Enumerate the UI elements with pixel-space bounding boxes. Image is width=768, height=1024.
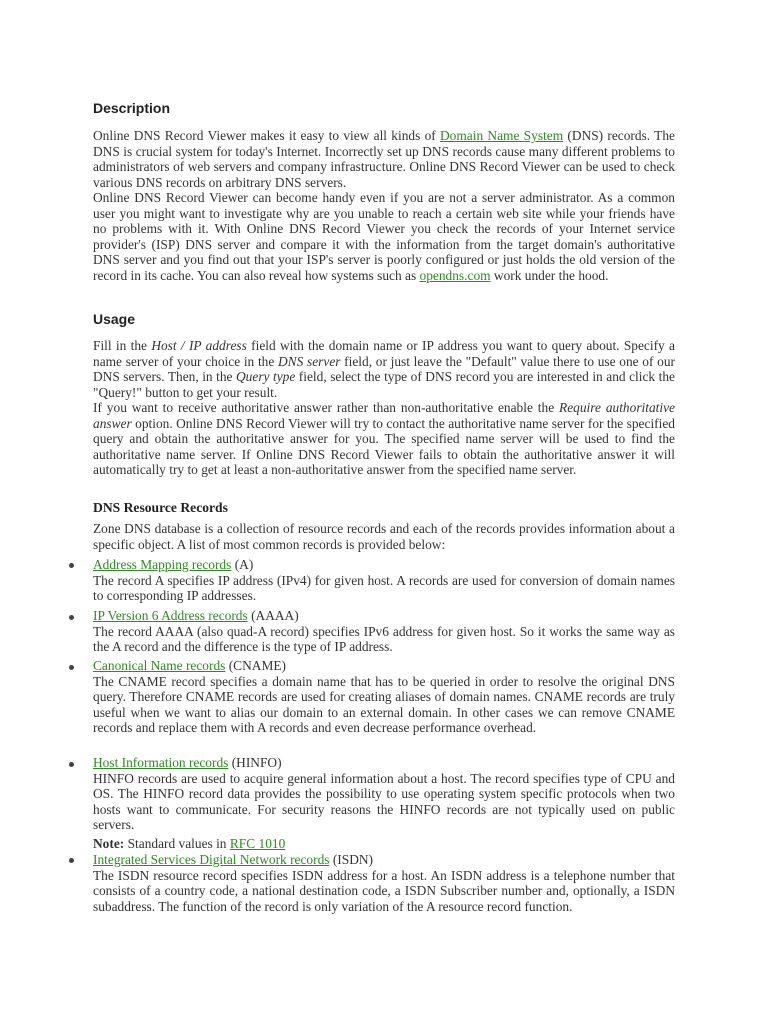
description-heading: Description <box>93 100 171 116</box>
require-authoritative-option-name: Require authoritative answer <box>93 400 675 431</box>
note-text: Standard values in <box>124 836 230 851</box>
record-description: HINFO records are used to acquire general information about a host. The record specifies type of CPU and OS. The HINFO record data provides the possibility to use operating system specific protocols when two hosts want to communicate. For security reasons the HINFO records are not typically used on public servers. <box>93 770 675 833</box>
record-type-suffix: (CNAME) <box>225 658 286 673</box>
usage-p1-text-4: field, select the type of DNS record you are interested in and click the "Query!" button to get your result. <box>93 369 675 400</box>
description-p1-text: Online DNS Record Viewer makes it easy to view all kinds of <box>93 128 441 143</box>
usage-p1-text: Fill in the <box>93 338 152 353</box>
query-type-field-name: Query type <box>236 369 296 385</box>
ipv6-address-records-link[interactable]: IP Version 6 Address records <box>93 608 248 623</box>
description-paragraph-1 <box>93 128 675 190</box>
description-p1-text-2: (DNS) records. The DNS is crucial system for today's Internet. Incorrectly set up DNS records cause many different problems to administrators of web servers and company infrastructure. Online DNS Record Viewer can be used to check various DNS records on arbitrary DNS servers. <box>93 128 675 190</box>
record-type-suffix: (AAAA) <box>247 608 299 623</box>
usage-paragraph-1 <box>93 338 675 400</box>
host-ip-field-name: Host / IP address <box>151 338 247 353</box>
canonical-name-records-link[interactable]: Canonical Name records <box>93 658 226 673</box>
dns-resource-records-heading: DNS Resource Records <box>93 500 228 515</box>
list-item-a-record <box>93 557 675 604</box>
list-item-aaaa-record <box>93 608 675 655</box>
list-item-cname-record <box>93 658 675 736</box>
description-p2-text: Online DNS Record Viewer can become handy even if you are not a server administrator. As a common user you might want to investigate why are you unable to reach a certain web site while your friends have no problems with it. With Online DNS Record Viewer you check the records of your Internet service provider's (ISP) DNS server and compare it with the information from the target domain's authoritative DNS server and you find out that your ISP's server is poorly configured or just holds the old version of the record in its cache. You can also reveal how systems such as <box>93 190 675 283</box>
record-type-suffix: (ISDN) <box>329 852 373 867</box>
record-description: The ISDN resource record specifies ISDN address for a host. An ISDN address is a telephone number that consists of a country code, a national destination code, a ISDN Subscriber number and, optionally, a ISDN subaddress. The function of the record is only variation of the A resource record function. <box>93 867 675 914</box>
bullet-dot <box>69 762 74 767</box>
domain-name-system-link[interactable]: Domain Name System <box>440 128 564 143</box>
record-description: The record A specifies IP address (IPv4) for given host. A records are used for conversion of domain names to corresponding IP addresses. <box>93 572 675 604</box>
record-description: The record AAAA (also quad-A record) specifies IPv6 address for given host. So it works the same way as the A record and the difference is the type of IP address. <box>93 623 675 655</box>
usage-p1-text-3: field, or just leave the "Default" value there to use one of our DNS servers. Then, in the <box>93 353 676 385</box>
bullet-dot <box>69 563 74 568</box>
description-paragraph-2 <box>93 190 675 284</box>
list-item-isdn-record <box>93 852 675 914</box>
usage-p1-text-2: field with the domain name or IP address you want to query about. Specify a name server of your choice in the <box>93 338 675 369</box>
record-description: The CNAME record specifies a domain name that has to be queried in order to resolve the original DNS query. Therefore CNAME records are used for creating aliases of domain names. CNAME records are truly useful when we want to alias our domain to an external domain. In other cases we can remove CNAME records and replace them with A records and even decrease performance overhead. <box>93 673 675 736</box>
address-mapping-records-link[interactable]: Address Mapping records <box>93 557 232 572</box>
opendns-link[interactable]: opendns.com <box>419 267 491 283</box>
note-label: Note: <box>93 836 125 851</box>
usage-p2-text: If you want to receive authoritative answer rather than non-authoritative enable the <box>93 400 560 415</box>
records-intro-text: Zone DNS database is a collection of resource records and each of the records provides information about a specific object. A list of most common records is provided below: <box>93 521 675 552</box>
list-item-hinfo-record <box>93 755 675 833</box>
record-type-suffix: (A) <box>231 557 254 572</box>
records-intro <box>93 521 675 552</box>
dns-server-field-name: DNS server <box>278 353 341 369</box>
host-information-records-link[interactable]: Host Information records <box>93 755 229 770</box>
bullet-dot <box>69 615 74 620</box>
description-p2-text-2: work under the hood. <box>490 267 609 283</box>
usage-p2-text-2: option. Online DNS Record Viewer will try to contact the authoritative name server for the specified query and obtain the authoritative answer for you. The specified name server will be used to find the authoritative name server. If Online DNS Record Viewer fails to obtain the authoritative answer it will automatically try to get at least a non-authoritative answer from the specified name server. <box>93 415 675 478</box>
rfc-1010-link[interactable]: RFC 1010 <box>229 836 286 851</box>
usage-paragraph-2 <box>93 400 675 478</box>
bullet-dot <box>69 858 74 863</box>
isdn-records-link[interactable]: Integrated Services Digital Network records <box>93 852 330 867</box>
usage-heading: Usage <box>93 311 136 327</box>
bullet-dot <box>69 665 74 670</box>
record-type-suffix: (HINFO) <box>228 755 282 770</box>
rfc-note <box>93 836 675 852</box>
